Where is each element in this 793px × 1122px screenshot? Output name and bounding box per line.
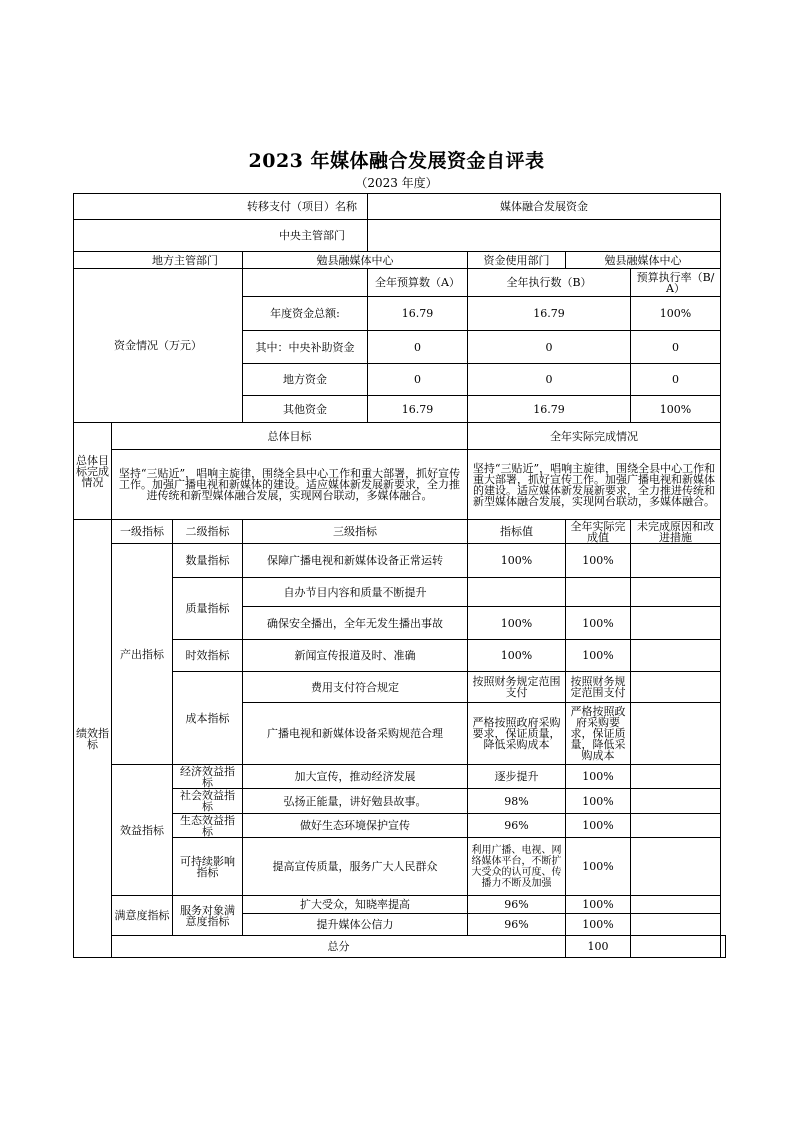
sustainable-indicator-label: 可持续影响指标 — [173, 838, 243, 896]
indicator-actual — [566, 578, 631, 607]
funds-row-label: 其他资金 — [243, 396, 368, 423]
indicator-value — [468, 578, 566, 607]
indicator-actual: 100% — [566, 789, 631, 814]
project-name-value: 媒体融合发展资金 — [368, 194, 721, 220]
goals-text-row — [74, 450, 726, 520]
use-dept-label: 资金使用部门 — [468, 252, 566, 269]
total-value: 100 — [566, 936, 631, 958]
indicator-value: 逐步提升 — [468, 765, 566, 789]
indicators-section-label: 绩效指标 — [74, 520, 112, 958]
funds-header-blank — [243, 269, 368, 297]
central-dept-value — [368, 220, 721, 252]
indicators-col-level2: 二级指标 — [173, 520, 243, 544]
indicator-name: 费用支付符合规定 — [243, 672, 468, 703]
total-label: 总分 — [112, 936, 566, 958]
indicator-actual: 100% — [566, 814, 631, 838]
output-indicators-label: 产出指标 — [112, 544, 173, 765]
local-dept-row — [74, 252, 726, 269]
indicator-name: 保障广播电视和新媒体设备正常运转 — [243, 544, 468, 578]
total-actual — [631, 936, 721, 958]
local-dept-value: 勉县融媒体中心 — [243, 252, 468, 269]
indicator-actual: 100% — [566, 640, 631, 672]
goals-col-actual: 全年实际完成情况 — [468, 423, 721, 450]
funds-col-exec: 全年执行数（B） — [468, 269, 631, 297]
funds-col-budget: 全年预算数（A） — [368, 269, 468, 297]
indicators-col-actual: 全年实际完成值 — [566, 520, 631, 544]
indicator-value: 96% — [468, 814, 566, 838]
indicator-row — [74, 765, 726, 789]
indicator-name: 提高宣传质量，服务广大人民群众 — [243, 838, 468, 896]
local-dept-label: 地方主管部门 — [74, 252, 243, 269]
central-dept-label: 中央主管部门 — [74, 220, 368, 252]
indicator-reason — [631, 914, 721, 936]
indicator-value: 严格按照政府采购要求，保证质量，降低采购成本 — [468, 703, 566, 765]
indicator-actual: 100% — [566, 765, 631, 789]
quality-indicator-label: 质量指标 — [173, 578, 243, 640]
indicator-name: 广播电视和新媒体设备采购规范合理 — [243, 703, 468, 765]
indicator-name: 弘扬正能量，讲好勉县故事。 — [243, 789, 468, 814]
use-dept-value: 勉县融媒体中心 — [566, 252, 721, 269]
indicator-name: 确保安全播出，全年无发生播出事故 — [243, 607, 468, 640]
funds-header-row — [74, 269, 726, 297]
ecological-indicator-label: 生态效益指标 — [173, 814, 243, 838]
central-dept-row — [74, 220, 726, 252]
indicator-value: 96% — [468, 896, 566, 914]
indicator-name: 加大宣传，推动经济发展 — [243, 765, 468, 789]
cost-indicator-label: 成本指标 — [173, 672, 243, 765]
funds-row-exec: 16.79 — [468, 396, 631, 423]
social-indicator-label: 社会效益指标 — [173, 789, 243, 814]
indicator-reason — [631, 607, 721, 640]
funds-row-label: 其中：中央补助资金 — [243, 331, 368, 364]
indicator-name: 扩大受众，知晓率提高 — [243, 896, 468, 914]
indicator-actual: 严格按照政府采购要求，保证质量，降低采购成本 — [566, 703, 631, 765]
funds-row-exec: 16.79 — [468, 297, 631, 331]
indicators-col-level3: 三级指标 — [243, 520, 468, 544]
indicator-actual: 100% — [566, 838, 631, 896]
funds-row-rate: 0 — [631, 331, 721, 364]
goals-header-row — [74, 423, 726, 450]
goals-overall-text: 坚持“三贴近”，唱响主旋律，围绕全县中心工作和重大部署，抓好宣传工作。加强广播电视和新媒体的建设。适应媒体新发展新要求，全力推进传统和新型媒体融合发展，实现网台联动，多媒体融合。 — [112, 450, 468, 520]
funds-row-budget: 0 — [368, 331, 468, 364]
indicator-value: 98% — [468, 789, 566, 814]
project-name-label: 转移支付（项目）名称 — [74, 194, 368, 220]
indicator-reason — [631, 765, 721, 789]
goals-actual-text: 坚持“三贴近”，唱响主旋律，围绕全县中心工作和重大部署，抓好宣传工作。加强广播电视和新媒体的建设。适应媒体新发展新要求，全力推进传统和新型媒体融合发展，实现网台联动，多媒体融合。 — [468, 450, 721, 520]
indicator-value: 利用广播、电视、网络媒体平台，不断扩大受众的认可度、传播力不断及加强 — [468, 838, 566, 896]
funds-col-rate: 预算执行率（B/A） — [631, 269, 721, 297]
page-subtitle: （2023 年度） — [355, 176, 438, 190]
indicator-reason — [631, 789, 721, 814]
service-satisfaction-label: 服务对象满意度指标 — [173, 896, 243, 936]
funds-row-label: 地方资金 — [243, 364, 368, 396]
indicator-row — [74, 896, 726, 914]
indicator-reason — [631, 672, 721, 703]
indicators-col-reason: 未完成原因和改进措施 — [631, 520, 721, 544]
funds-row-rate: 0 — [631, 364, 721, 396]
indicator-reason — [631, 640, 721, 672]
funds-row-budget: 0 — [368, 364, 468, 396]
indicator-value: 100% — [468, 607, 566, 640]
quantity-indicator-label: 数量指标 — [173, 544, 243, 578]
indicator-row — [74, 544, 726, 578]
economic-indicator-label: 经济效益指标 — [173, 765, 243, 789]
indicator-reason — [631, 544, 721, 578]
total-reason — [721, 936, 726, 958]
indicator-actual: 100% — [566, 607, 631, 640]
project-name-row — [74, 194, 726, 220]
indicator-value: 100% — [468, 544, 566, 578]
total-row — [74, 936, 726, 958]
indicator-name: 提升媒体公信力 — [243, 914, 468, 936]
indicators-header-row — [74, 520, 726, 544]
indicator-name: 做好生态环境保护宣传 — [243, 814, 468, 838]
indicators-col-value: 指标值 — [468, 520, 566, 544]
indicators-col-level1: 一级指标 — [112, 520, 173, 544]
effect-indicators-label: 效益指标 — [112, 765, 173, 896]
indicator-actual: 100% — [566, 896, 631, 914]
goals-section-label: 总体目标完成情况 — [74, 423, 112, 520]
indicator-name: 新闻宣传报道及时、准确 — [243, 640, 468, 672]
funds-row-budget: 16.79 — [368, 396, 468, 423]
timeliness-indicator-label: 时效指标 — [173, 640, 243, 672]
indicator-reason — [631, 814, 721, 838]
funds-section-label: 资金情况（万元） — [74, 269, 243, 423]
funds-row-label: 年度资金总额: — [243, 297, 368, 331]
funds-row-budget: 16.79 — [368, 297, 468, 331]
indicator-reason — [631, 896, 721, 914]
indicator-actual: 按照财务规定范围支付 — [566, 672, 631, 703]
indicator-value: 按照财务规定范围支付 — [468, 672, 566, 703]
funds-row-exec: 0 — [468, 331, 631, 364]
funds-row-exec: 0 — [468, 364, 631, 396]
evaluation-table — [73, 193, 726, 958]
indicator-reason — [631, 703, 721, 765]
indicator-reason — [631, 838, 721, 896]
page-title: 2023 年媒体融合发展资金自评表 — [248, 150, 545, 172]
funds-row-rate: 100% — [631, 396, 721, 423]
indicator-name: 自办节目内容和质量不断提升 — [243, 578, 468, 607]
indicator-actual: 100% — [566, 544, 631, 578]
indicator-actual: 100% — [566, 914, 631, 936]
satisfaction-indicators-label: 满意度指标 — [112, 896, 173, 936]
indicator-value: 100% — [468, 640, 566, 672]
goals-col-overall: 总体目标 — [112, 423, 468, 450]
indicator-value: 96% — [468, 914, 566, 936]
indicator-reason — [631, 578, 721, 607]
funds-row-rate: 100% — [631, 297, 721, 331]
